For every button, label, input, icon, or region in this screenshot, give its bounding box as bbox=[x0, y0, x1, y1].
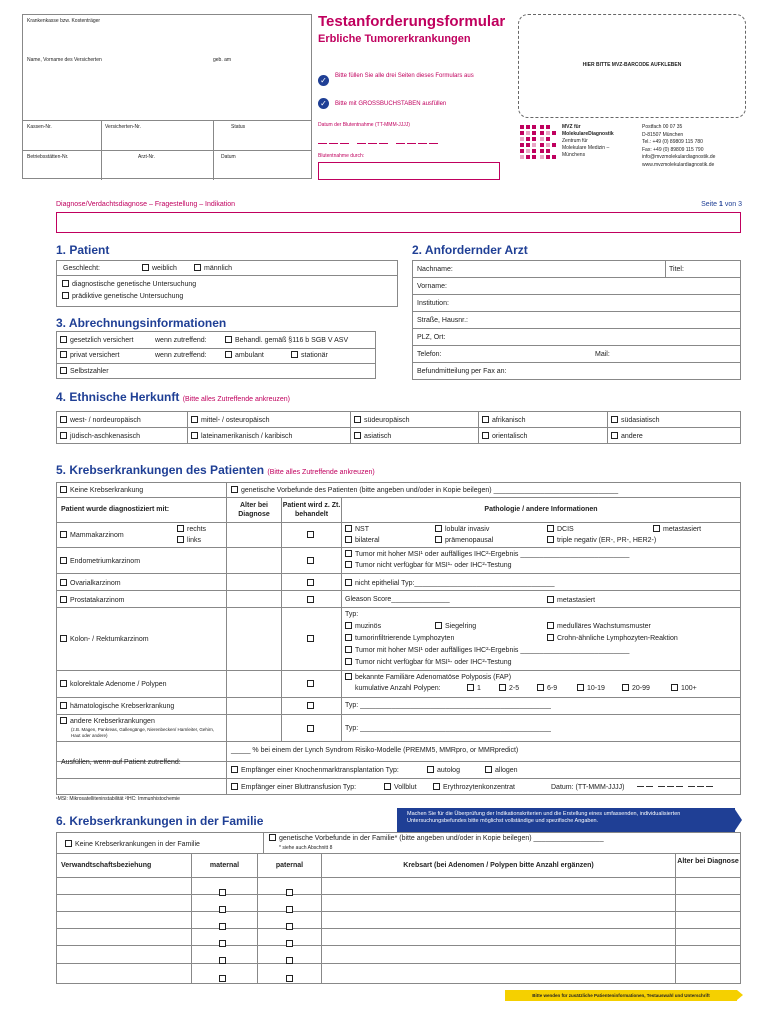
praed-test-checkbox[interactable]: prädiktive genetische Untersuchung bbox=[62, 292, 183, 300]
maennlich-checkbox[interactable]: männlich bbox=[194, 264, 232, 272]
blut-checkbox[interactable]: Empfänger einer Bluttransfusion Typ: bbox=[231, 783, 356, 791]
gen-vorbefund-checkbox[interactable]: genetische Vorbefunde des Patienten (bitte angeben und/oder in Kopie beilegen) ________________________________ bbox=[231, 486, 618, 494]
polyp-100plus[interactable]: 100+ bbox=[671, 684, 697, 692]
crohn-checkbox[interactable]: Crohn-ähnliche Lymphozyten-Reaktion bbox=[547, 634, 678, 642]
insurance-card-box bbox=[22, 14, 312, 179]
form-subtitle: Erbliche Tumorerkrankungen bbox=[318, 33, 471, 45]
polyp-10-19[interactable]: 10-19 bbox=[577, 684, 605, 692]
page-indicator: Seite 1 von 3 bbox=[701, 201, 742, 208]
eth-suedasien[interactable]: südasiatisch bbox=[611, 416, 660, 424]
section-family-title: 6. Krebserkrankungen in der Familie bbox=[56, 814, 264, 828]
lynch-field[interactable]: _____ % bei einem der Lynch Syndrom Risiko-Modelle (PREMM5, MMRpro, or MMRpredict) bbox=[231, 747, 519, 754]
eth-sued[interactable]: südeuropäisch bbox=[354, 416, 410, 424]
lab-logo bbox=[518, 123, 558, 163]
family-table bbox=[56, 832, 741, 984]
note-all-pages: ✓ Bitte füllen Sie alle drei Seiten dieses Formulars aus bbox=[318, 72, 488, 86]
section-billing-title: 3. Abrechnungsinformationen bbox=[56, 316, 227, 330]
adenome-behandelt[interactable] bbox=[307, 680, 317, 688]
endo-nv-checkbox[interactable]: Tumor nicht verfügbar für MSI¹- oder IHC²-Testung bbox=[345, 561, 512, 569]
mat-row3[interactable] bbox=[219, 916, 229, 934]
haem-typ-field[interactable]: Typ: _________________________________________________ bbox=[345, 702, 551, 709]
bilateral-checkbox[interactable]: bilateral bbox=[345, 536, 380, 544]
institution-label: Institution: bbox=[417, 300, 449, 307]
links-checkbox[interactable]: links bbox=[177, 536, 201, 544]
barcode-area bbox=[518, 14, 746, 118]
andere-note: (z.B. Magen, Pankreas, Gallengänge, Nierenbecken/ Harnleiter, Gehirn, Haut oder andere) bbox=[71, 727, 215, 738]
polyp-2-5[interactable]: 2-5 bbox=[499, 684, 519, 692]
medullaer-checkbox[interactable]: medulläres Wachstumsmuster bbox=[547, 622, 651, 630]
mat-row1[interactable] bbox=[219, 882, 229, 900]
lobulaer-checkbox[interactable]: lobulär invasiv bbox=[435, 525, 489, 533]
wenn-zutreffend-2: wenn zutreffend: bbox=[155, 352, 207, 359]
kolon-typ-label: Typ: bbox=[345, 611, 359, 618]
polyp-6-9[interactable]: 6-9 bbox=[537, 684, 557, 692]
eth-west[interactable]: west- / nordeuropäisch bbox=[60, 416, 141, 424]
allogen-checkbox[interactable]: allogen bbox=[485, 766, 518, 774]
section-patient-title: 1. Patient bbox=[56, 243, 110, 257]
col-paternal: paternal bbox=[275, 862, 304, 869]
keine-krebs-checkbox[interactable]: Keine Krebserkrankung bbox=[60, 486, 143, 494]
ovar-behandelt[interactable] bbox=[307, 579, 317, 587]
mamma-checkbox[interactable]: Mammakarzinom bbox=[60, 531, 124, 539]
praemeno-checkbox[interactable]: prämenopausal bbox=[435, 536, 493, 544]
billing-table bbox=[56, 331, 376, 379]
transfusion-date-input[interactable] bbox=[637, 782, 737, 789]
ethnicity-table bbox=[56, 411, 741, 444]
ambulant-checkbox[interactable]: ambulant bbox=[225, 351, 264, 359]
eth-latein[interactable]: lateinamerikanisch / karibisch bbox=[191, 432, 292, 440]
family-gen-checkbox[interactable]: genetische Vorbefunde in der Familie* (bitte angeben und/oder in Kopie beilegen) __________________ bbox=[269, 834, 604, 842]
meta-checkbox[interactable]: metastasiert bbox=[653, 525, 701, 533]
eth-andere[interactable]: andere bbox=[611, 432, 643, 440]
prostata-behandelt[interactable] bbox=[307, 596, 317, 604]
doctor-table bbox=[412, 260, 741, 380]
pat-row3[interactable] bbox=[286, 916, 296, 934]
vorname-label: Vorname: bbox=[417, 283, 447, 290]
plz-label: PLZ, Ort: bbox=[417, 334, 446, 341]
section-doctor-title: 2. Anfordernder Arzt bbox=[412, 243, 528, 257]
rechts-checkbox[interactable]: rechts bbox=[177, 525, 206, 533]
ausfuellen-label: Ausfüllen, wenn auf Patient zutreffend: bbox=[61, 759, 181, 766]
diag-test-checkbox[interactable]: diagnostische genetische Untersuchung bbox=[62, 280, 196, 288]
pat-row4[interactable] bbox=[286, 933, 296, 951]
blood-by-label: Blutentnahme durch: bbox=[318, 153, 365, 159]
eth-juedisch[interactable]: jüdisch-aschkenasisch bbox=[60, 432, 140, 440]
prostata-meta-checkbox[interactable]: metastasiert bbox=[547, 596, 595, 604]
cancer-table bbox=[56, 482, 741, 795]
col-behandelt: Patient wird z. Zt. behandelt bbox=[282, 502, 341, 518]
pat-row2[interactable] bbox=[286, 899, 296, 917]
betrieb-label: Betriebsstätten-Nr. bbox=[27, 154, 69, 160]
col-alter: Alter bei Diagnose bbox=[238, 502, 270, 518]
mail-label: Mail: bbox=[595, 351, 610, 358]
erythro-checkbox[interactable]: Erythrozytenkonzentrat bbox=[433, 783, 515, 791]
privat-checkbox[interactable]: privat versichert bbox=[60, 351, 119, 359]
family-siehe: * siehe auch Abschnitt 8 bbox=[279, 845, 333, 851]
col-relation: Verwandtschaftsbeziehung bbox=[61, 862, 152, 869]
footnote: ¹MSI: Mikrosatelliteninstabilität ²IHC: Immunhistochemie bbox=[56, 796, 180, 802]
col-patient: Patient wurde diagnostiziert mit: bbox=[61, 506, 170, 513]
ovar-checkbox[interactable]: Ovarialkarzinom bbox=[60, 579, 121, 587]
col-pathologie: Pathologie / andere Informationen bbox=[484, 506, 598, 513]
muzinoes-checkbox[interactable]: muzinös bbox=[345, 622, 381, 630]
fap-checkbox[interactable]: bekannte Familiäre Adenomatöse Polyposis (FAP) bbox=[345, 673, 511, 681]
blood-by-input[interactable] bbox=[318, 162, 500, 180]
blood-date-input[interactable] bbox=[318, 131, 500, 143]
mat-row2[interactable] bbox=[219, 899, 229, 917]
eth-mittel[interactable]: mittel- / osteuropäisch bbox=[191, 416, 269, 424]
gleason-field[interactable]: Gleason Score_______________ bbox=[345, 596, 450, 603]
endo-msi-checkbox[interactable]: Tumor mit hoher MSI¹ oder auffälliges IHC²-Ergebnis ____________________________ bbox=[345, 550, 629, 558]
kolon-nv-checkbox[interactable]: Tumor nicht verfügbar für MSI¹- oder IHC²-Testung bbox=[345, 658, 512, 666]
polyp-1[interactable]: 1 bbox=[467, 684, 481, 692]
blood-date-label: Datum der Blutentnahme (TT-MMM-JJJJ) bbox=[318, 122, 410, 128]
lab-contact: Postfach 00 07 35 D-81507 München Tel.: +49 (0) 89809 115 780 Fax: +49 (0) 89809 115 790 info@mvzmolekulardiagnostik.de www.mvzmolekulardiagnostik.de bbox=[642, 124, 716, 168]
lab-name: MVZ für MolekulareDiagnostik Zentrum für Molekulare Medizin – Münchens bbox=[562, 124, 614, 158]
weiblich-checkbox[interactable]: weiblich bbox=[142, 264, 177, 272]
mat-row5[interactable] bbox=[219, 950, 229, 968]
kolon-msi-checkbox[interactable]: Tumor mit hoher MSI¹ oder auffälliges IHC²-Ergebnis ____________________________ bbox=[345, 646, 629, 654]
barcode-label: HIER BITTE MVZ-BARCODE AUFKLEBEN bbox=[582, 62, 682, 68]
col-maternal: maternal bbox=[209, 862, 240, 869]
versicherten-label: Versicherten-Nr. bbox=[105, 124, 141, 130]
andere-checkbox[interactable]: andere Krebserkrankungen bbox=[60, 717, 155, 725]
mat-row6[interactable] bbox=[219, 968, 229, 986]
datum-label: Datum bbox=[221, 154, 236, 160]
knochen-checkbox[interactable]: Empfänger einer Knochenmarktransplantation Typ: bbox=[231, 766, 399, 774]
mamma-behandelt[interactable] bbox=[307, 531, 317, 539]
kassen-label: Kassen-Nr. bbox=[27, 124, 52, 130]
nst-checkbox[interactable]: NST bbox=[345, 525, 369, 533]
kolon-checkbox[interactable]: Kolon- / Rektumkarzinom bbox=[60, 635, 149, 643]
kolon-behandelt[interactable] bbox=[307, 635, 317, 643]
diagnose-input[interactable] bbox=[56, 212, 741, 233]
diagnose-label: Diagnose/Verdachtsdiagnose – Fragestellung – Indikation bbox=[56, 201, 236, 208]
autolog-checkbox[interactable]: autolog bbox=[427, 766, 460, 774]
endo-behandelt[interactable] bbox=[307, 557, 317, 565]
section-cancer-title: 5. Krebserkrankungen des Patienten (Bitte alles Zutreffende ankreuzen) bbox=[56, 463, 375, 477]
kumulativ-label: kumulative Anzahl Polypen: bbox=[355, 685, 441, 692]
haem-checkbox[interactable]: hämatologische Krebserkrankung bbox=[60, 702, 174, 710]
family-info-banner: Machen Sie für die Überprüfung der Indikationskriterien und die Erstellung eines umfassenden, individualisierten Untersuchungsbefundes bitte möglichst vollständige und spezifische Angaben. bbox=[397, 808, 735, 832]
eth-orient[interactable]: orientalisch bbox=[482, 432, 527, 440]
polyp-20-99[interactable]: 20-99 bbox=[622, 684, 650, 692]
name-label: Name, Vorname des Versicherten bbox=[27, 57, 102, 63]
befund-label: Befundmitteilung per Fax an: bbox=[417, 368, 507, 375]
dob-label: geb. am bbox=[213, 57, 232, 63]
gesetzlich-checkbox[interactable]: gesetzlich versichert bbox=[60, 336, 133, 344]
pat-row1[interactable] bbox=[286, 882, 296, 900]
stationaer-checkbox[interactable]: stationär bbox=[291, 351, 328, 359]
check-icon: ✓ bbox=[318, 98, 329, 109]
arzt-nr-label: Arzt-Nr. bbox=[138, 154, 155, 160]
wenn-zutreffend-1: wenn zutreffend: bbox=[155, 337, 207, 344]
note-capitals: ✓ Bitte mit GROSSBUCHSTABEN ausfüllen bbox=[318, 98, 446, 109]
dcis-checkbox[interactable]: DCIS bbox=[547, 525, 574, 533]
endo-checkbox[interactable]: Endometriumkarzinom bbox=[60, 557, 140, 565]
nachname-label: Nachname: bbox=[417, 266, 453, 273]
siegelring-checkbox[interactable]: Siegelring bbox=[435, 622, 476, 630]
col-krebsart: Krebsart (bei Adenomen / Polypen bitte Anzahl ergänzen) bbox=[403, 862, 594, 869]
section-ethnicity-title: 4. Ethnische Herkunft (Bitte alles Zutreffende ankreuzen) bbox=[56, 390, 290, 404]
triple-checkbox[interactable]: triple negativ (ER-, PR-, HER2-) bbox=[547, 536, 656, 544]
strasse-label: Straße, Hausnr.: bbox=[417, 317, 468, 324]
turn-page-note: Bitte wenden für zusätzliche Patienteninformationen, Testauswahl und Unterschrift bbox=[505, 990, 737, 1001]
nicht-epi-checkbox[interactable]: nicht epithelial Typ:____________________________________ bbox=[345, 579, 555, 587]
transfusion-date-label: Datum: (TT-MMM-JJJJ) bbox=[551, 784, 625, 791]
pat-row6[interactable] bbox=[286, 968, 296, 986]
andere-typ-field[interactable]: Typ: _________________________________________________ bbox=[345, 725, 551, 732]
status-label: Status bbox=[231, 124, 246, 130]
form-title: Testanforderungsformular bbox=[318, 13, 506, 30]
patient-table bbox=[56, 260, 398, 307]
behandl-checkbox[interactable]: Behandl. gemäß §116 b SGB V ASV bbox=[225, 336, 348, 344]
telefon-label: Telefon: bbox=[417, 351, 442, 358]
andere-behandelt[interactable] bbox=[307, 725, 317, 733]
titel-label: Titel: bbox=[669, 266, 684, 273]
family-keine-checkbox[interactable]: Keine Krebserkrankungen in der Familie bbox=[65, 840, 200, 848]
col-fam-alter: Alter bei Diagnose bbox=[677, 858, 739, 865]
insurer-label: Krankenkasse bzw. Kostenträger bbox=[27, 18, 101, 24]
adenome-checkbox[interactable]: kolorektale Adenome / Polypen bbox=[60, 680, 167, 688]
selbst-checkbox[interactable]: Selbstzahler bbox=[60, 367, 109, 375]
eth-afrika[interactable]: afrikanisch bbox=[482, 416, 525, 424]
prostata-checkbox[interactable]: Prostatakarzinom bbox=[60, 596, 124, 604]
eth-asiatisch[interactable]: asiatisch bbox=[354, 432, 391, 440]
pat-row5[interactable] bbox=[286, 950, 296, 968]
tumorinf-checkbox[interactable]: tumorinfiltrierende Lymphozyten bbox=[345, 634, 454, 642]
check-icon: ✓ bbox=[318, 75, 329, 86]
vollblut-checkbox[interactable]: Vollblut bbox=[384, 783, 417, 791]
gender-label: Geschlecht: bbox=[63, 265, 100, 272]
haem-behandelt[interactable] bbox=[307, 702, 317, 710]
mat-row4[interactable] bbox=[219, 933, 229, 951]
